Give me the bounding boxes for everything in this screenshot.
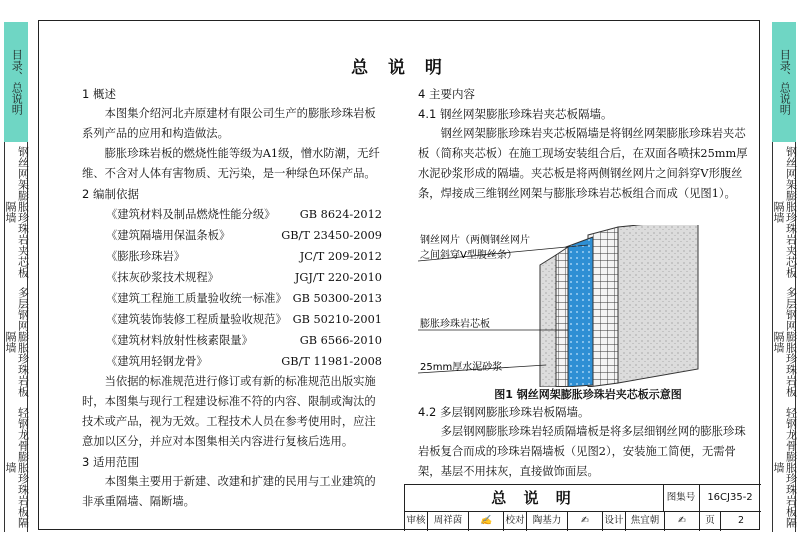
standard-item: 《建筑工程施工质量验收统一标准》 GB 50300-2013 [106,292,382,305]
overview-paragraph-1: 本图集介绍河北卉原建材有限公司生产的膨胀珍珠岩板系列产品的应用和构造做法。 [82,107,376,140]
right-column-lower [418,402,754,482]
side-tab-contents[interactable]: 目录、总说明 [4,22,28,142]
sandwich-panel-figure [418,225,758,387]
section-scope-heading: 3 适用范围 [82,455,139,469]
check-label: 校对 [504,511,527,531]
subsection-4-1-heading: 4.1 钢丝网架膨胀珍珠岩夹芯板隔墙。 [418,107,613,121]
standards-list [82,204,382,372]
checker-signature: ✍ [568,511,603,531]
label-mortar: 25mm厚水泥砂浆 [420,362,503,373]
standard-item: 《建筑材料放射性核素限量》 GB 6566-2010 [106,334,382,347]
overview-paragraph-2: 膨胀珍珠岩板的燃烧性能等级为A1级，憎水防潮，无纤维、不含对人体有害物质、无污染，是一种绿色环保产品。 [82,147,380,180]
subsection-4-1-paragraph: 钢丝网架膨胀珍珠岩夹芯板隔墙是将钢丝网架膨胀珍珠岩夹芯板（简称夹芯板）在施工现场安装组合后，在双面各喷抹25mm厚水泥砂浆形成的隔墙。夹芯板是将两侧钢丝网片之间斜穿V形腹丝条，焊接成三维钢丝网架与膨胀珍珠岩芯板组合而成（见图1）。 [418,127,748,200]
title-block-title: 总 说 明 [405,485,664,511]
reviewer-name: 周祥茵 [428,511,469,531]
section-overview-heading: 1 概述 [82,87,116,101]
perlite-core [566,237,593,387]
figure-caption: 图1 钢丝网架膨胀珍珠岩夹芯板示意图 [494,388,682,401]
page-label: 页 [700,511,721,531]
side-tab-steel-mesh-sandwich[interactable]: 钢丝网架膨胀珍珠岩夹芯板隔墙 [4,142,28,282]
section-main-heading: 4 主要内容 [418,87,475,101]
side-tab-light-steel-keel[interactable]: 轻钢龙骨膨胀珍珠岩板隔墙 [4,402,28,532]
atlas-no: 16CJ35-2 [707,492,753,503]
side-tab-light-steel-keel-right[interactable]: 轻钢龙骨膨胀珍珠岩板隔墙 [772,402,796,532]
standard-item: 《抹灰砂浆技术规程》 JGJ/T 220-2010 [106,271,382,284]
label-core: 膨胀珍珠岩芯板 [420,319,490,330]
page-number: 2 [737,515,745,526]
scope-paragraph: 本图集主要用于新建、改建和扩建的民用与工业建筑的非承重隔墙、隔断墙。 [82,475,376,508]
page-title: 总 说 明 [351,58,449,78]
checker-name: 陶基力 [527,511,568,531]
right-column [418,84,754,204]
design-label: 设计 [603,511,626,531]
standard-item: 《建筑材料及制品燃烧性能分级》 GB 8624-2012 [106,208,382,221]
title-block [404,484,761,531]
subsection-4-2-heading: 4.2 多层钢网膨胀珍珠岩板隔墙。 [418,405,590,419]
reviewer-signature: ✍ [469,511,504,531]
side-tab-multilayer-mesh[interactable]: 多层钢网膨胀珍珠岩板隔墙 [4,282,28,402]
standard-item: 《建筑隔墙用保温条板》 GB/T 23450-2009 [106,229,382,242]
subsection-4-2-paragraph: 多层钢网膨胀珍珠岩轻质隔墙板是将多层细钢丝网的膨胀珍珠岩板复合而成的珍珠岩隔墙板（见图2），安装施工简便，无需骨架，基层不用抹灰，直接做饰面层。 [418,425,746,478]
steel-mesh-front [556,247,568,387]
side-tab-contents-right[interactable]: 目录、总说明 [772,22,796,142]
label-mesh-line2: 之间斜穿V型腹丝条） [420,250,517,261]
mortar-layer-front [540,255,556,387]
label-mesh-line1: 钢丝网片（两侧钢丝网片 [420,235,530,246]
side-tab-multilayer-mesh-right[interactable]: 多层钢网膨胀珍珠岩板隔墙 [772,282,796,402]
mortar-layer-back [618,225,698,383]
side-tab-steel-mesh-sandwich-right[interactable]: 钢丝网架膨胀珍珠岩夹芯板隔墙 [772,142,796,282]
title-block-signatures [405,511,761,531]
designer-signature: ✍ [665,511,700,531]
review-label: 审核 [405,511,428,531]
basis-note: 当依据的标准规范进行修订或有新的标准规范出版实施时，本图集与现行工程建设标准不符的内容、限制或淘汰的技术或产品，视为无效。工程技术人员在参考使用时，应注意加以区分，并应对本图集相关内容进行复核后选用。 [82,375,376,448]
standard-item: 《膨胀珍珠岩》 JC/T 209-2012 [106,250,382,263]
atlas-no-label: 图集号 [663,485,700,511]
designer-name: 焦宜朝 [626,511,665,531]
left-column [82,84,382,512]
standard-item: 《建筑装饰装修工程质量验收规范》 GB 50210-2001 [106,313,382,326]
standard-item: 《建筑用轻钢龙骨》 GB/T 11981-2008 [106,355,382,368]
section-basis-heading: 2 编制依据 [82,187,139,201]
